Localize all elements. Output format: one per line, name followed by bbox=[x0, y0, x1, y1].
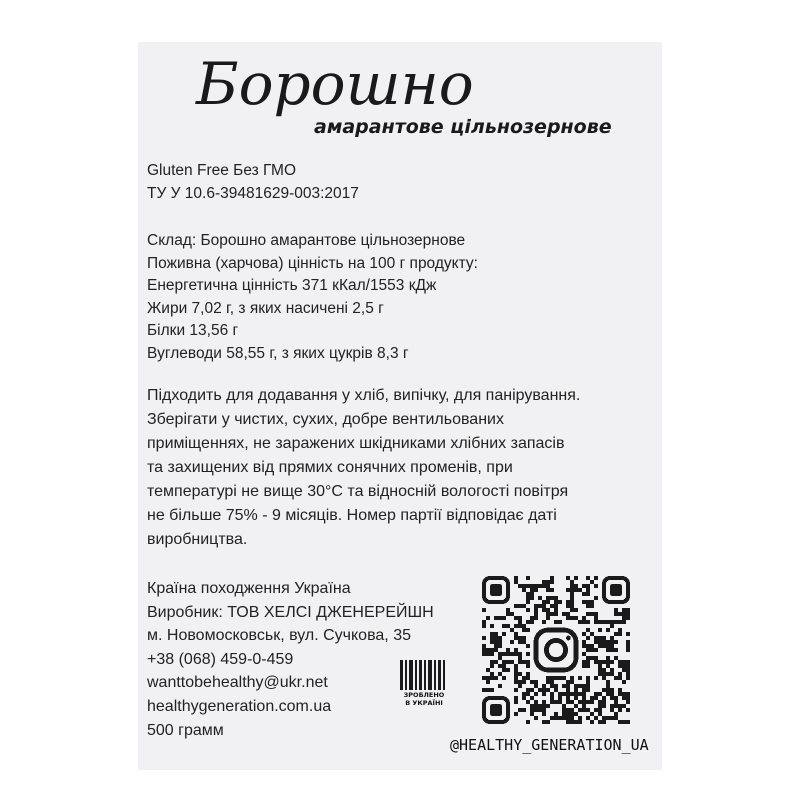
certification-block bbox=[147, 160, 359, 205]
usage-line: приміщеннях, не заражених шкідниками хлібних запасів bbox=[147, 435, 565, 452]
composition-line: Білки 13,56 г bbox=[147, 322, 239, 339]
weight-line: 500 грамм bbox=[147, 721, 224, 739]
badge-line: ЗРОБЛЕНО bbox=[403, 691, 445, 699]
usage-line: та захищених від прямих сонячних променів, при bbox=[147, 459, 513, 476]
website-line: healthygeneration.com.ua bbox=[147, 697, 332, 715]
product-label bbox=[138, 42, 662, 770]
manufacturer-line: Виробник: ТОВ ХЕЛСІ ДЖЕНЕРЕЙШН bbox=[147, 603, 434, 621]
email-line: wanttobehealthy@ukr.net bbox=[147, 674, 328, 692]
composition-line: Склад: Борошно амарантове цільнозернове bbox=[147, 232, 466, 249]
instagram-handle: @HEALTHY_GENERATION_UA bbox=[450, 736, 649, 754]
composition-line: Жири 7,02 г, з яких насичені 2,5 г bbox=[147, 299, 384, 317]
composition-line: Вуглеводи 58,55 г, з яких цукрів 8,3 г bbox=[147, 344, 409, 362]
usage-block bbox=[147, 384, 580, 552]
barcode-icon bbox=[400, 660, 448, 690]
composition-line: Енергетична цінність 371 кКал/1553 кДж bbox=[147, 277, 437, 294]
product-subtitle: амарантове цільнозернове bbox=[314, 116, 612, 138]
usage-line: Зберігати у чистих, сухих, добре вентильованих bbox=[147, 411, 504, 428]
composition-line: Поживна (харчова) цінність на 100 г продукту: bbox=[147, 254, 478, 272]
usage-line: виробництва. bbox=[147, 531, 248, 548]
certification-line: ТУ У 10.6-39481629-003:2017 bbox=[147, 184, 359, 202]
certification-line: Gluten Free Без ГМО bbox=[147, 162, 297, 179]
product-title: Борошно bbox=[196, 50, 474, 118]
producer-block bbox=[147, 577, 434, 742]
address-line: м. Новомосковськ, вул. Сучкова, 35 bbox=[147, 627, 411, 645]
qr-code bbox=[482, 576, 630, 724]
usage-line: температурі не вище 30°С та відносній вологості повітря bbox=[147, 483, 569, 500]
usage-line: не більше 75% - 9 місяців. Номер партії відповідає даті bbox=[147, 507, 557, 524]
usage-line: Підходить для додавання у хліб, випічку, для панірування. bbox=[147, 387, 581, 404]
badge-line: В УКРАЇНІ bbox=[405, 698, 443, 707]
made-in-ukraine-badge bbox=[400, 660, 448, 712]
origin-line: Країна походження Україна bbox=[147, 580, 351, 597]
phone-line: +38 (068) 459-0-459 bbox=[147, 650, 294, 668]
composition-block bbox=[147, 230, 478, 365]
